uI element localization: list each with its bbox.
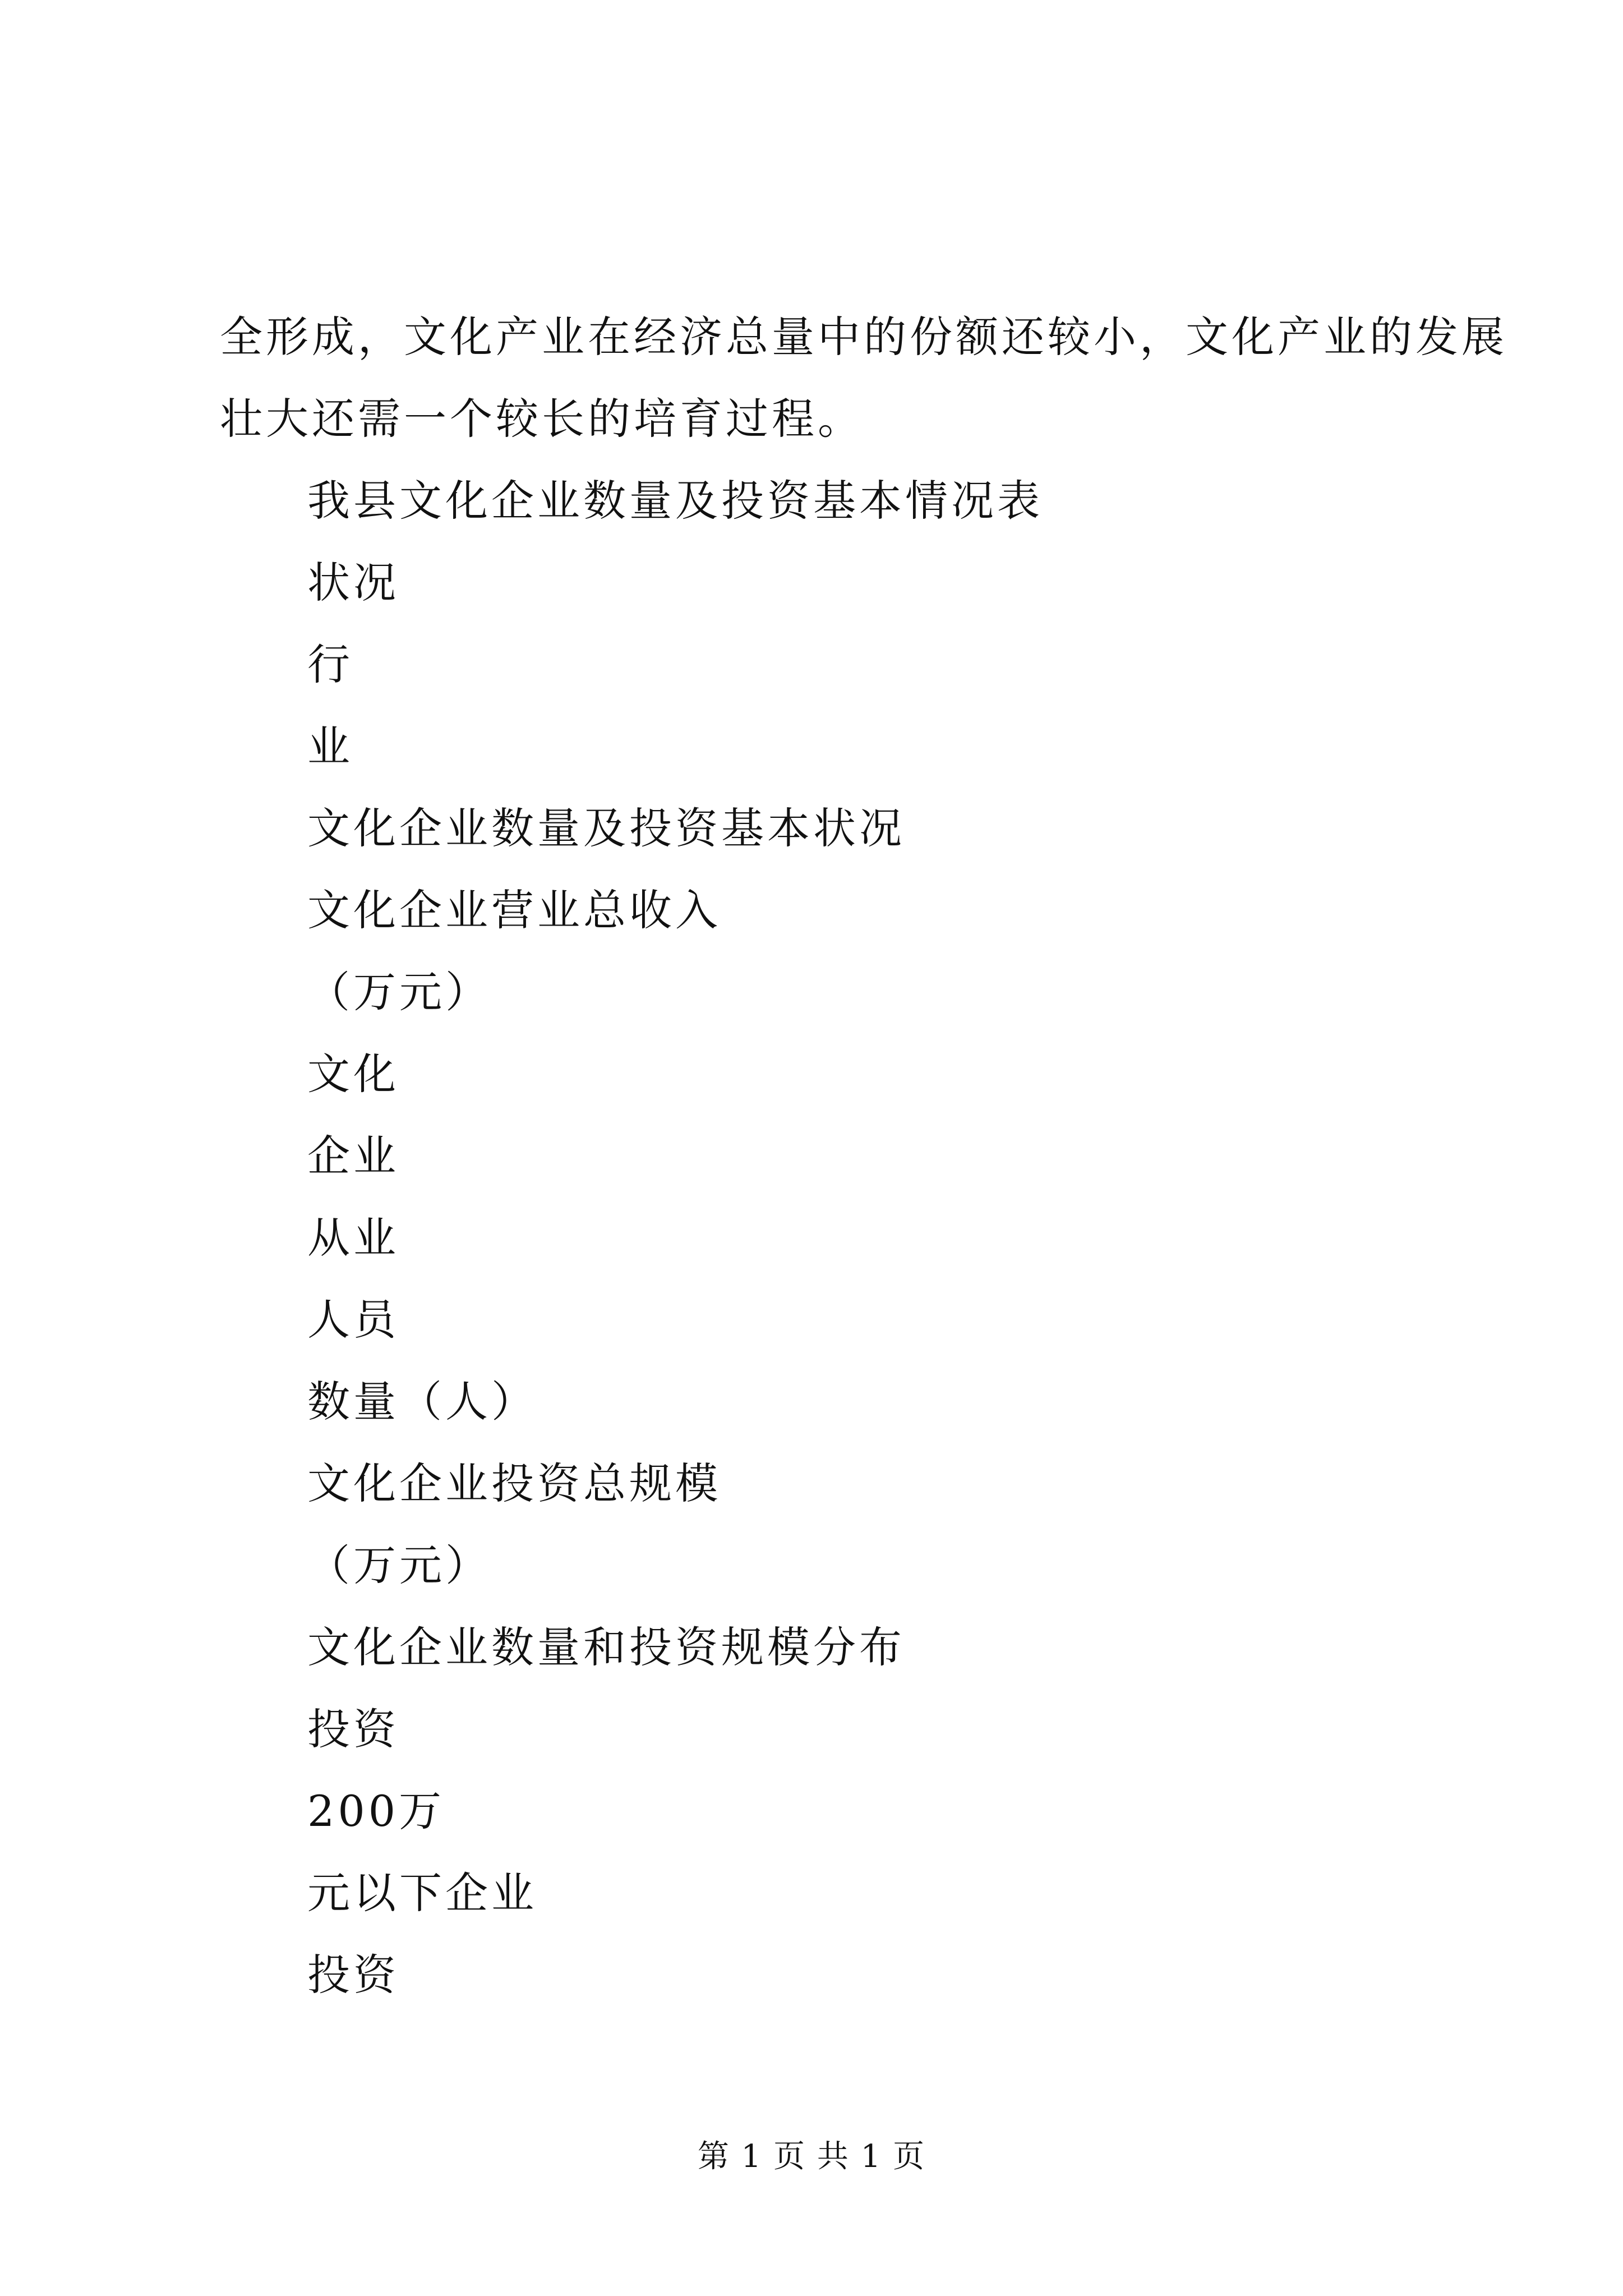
list-item: 文化企业数量和投资规模分布 xyxy=(307,1622,905,1672)
list-item: （万元） xyxy=(307,967,491,1017)
list-item: 200万 xyxy=(307,1786,445,1836)
list-item: 行 xyxy=(307,639,353,689)
list-item: （万元） xyxy=(307,1540,491,1590)
list-item: 文化企业营业总收入 xyxy=(307,885,721,935)
list-item: 投资 xyxy=(307,1950,399,2000)
list-item: 状况 xyxy=(307,558,399,608)
paragraph-line: 壮大还需一个较长的培育过程。 xyxy=(220,394,864,444)
list-item: 人员 xyxy=(307,1295,399,1345)
list-item: 企业 xyxy=(307,1131,399,1181)
list-item: 文化 xyxy=(307,1049,399,1099)
body-paragraph xyxy=(220,296,1507,460)
list-item: 数量（人） xyxy=(307,1377,537,1427)
page-footer: 第 1 页 共 1 页 xyxy=(697,2138,926,2175)
list-item: 业 xyxy=(307,721,353,771)
list-item: 投资 xyxy=(307,1704,399,1754)
paragraph-line: 全形成，文化产业在经济总量中的份额还较小，文化产业的发展 xyxy=(220,312,1507,362)
list-item: 文化企业投资总规模 xyxy=(307,1458,721,1508)
list-item: 从业 xyxy=(307,1213,399,1263)
list-item: 文化企业数量及投资基本状况 xyxy=(307,803,905,853)
list-item: 元以下企业 xyxy=(307,1868,537,1918)
table-title: 我县文化企业数量及投资基本情况表 xyxy=(307,476,1043,526)
